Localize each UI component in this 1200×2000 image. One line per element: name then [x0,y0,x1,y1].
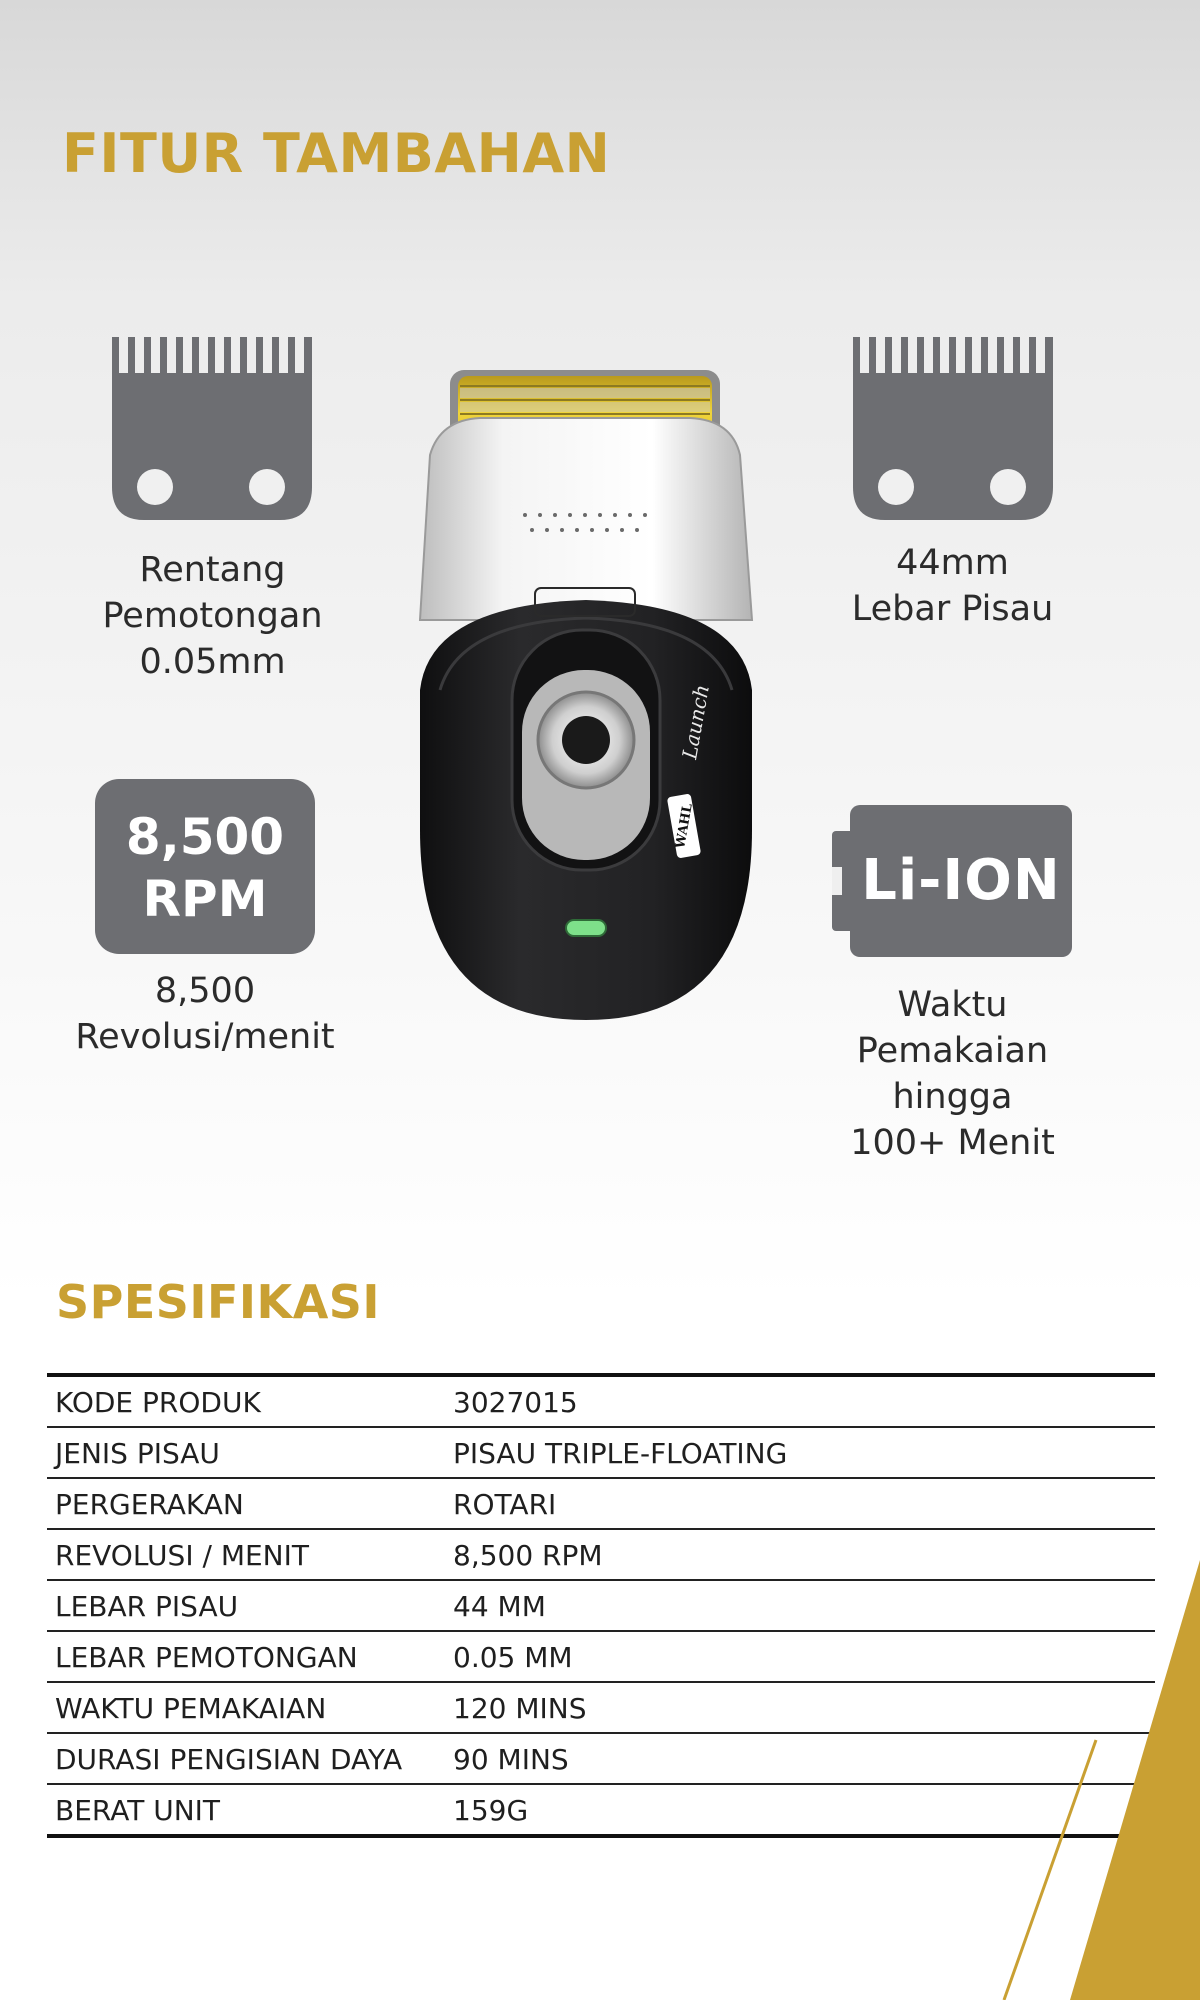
spec-value: PISAU TRIPLE-FLOATING [453,1437,788,1470]
rpm-badge [95,779,315,954]
model-script: Launch [677,682,714,761]
rpm-line-1: 8,500 [154,971,256,1011]
spec-value: 8,500 RPM [453,1539,603,1572]
gold-accent-decoration [980,1540,1200,2000]
table-row [47,1428,1155,1479]
blade-comb-icon [112,337,312,520]
led-indicator [566,920,606,936]
blade-width-text [800,540,1105,632]
battery-line-1: Waktu [897,985,1008,1025]
battery-label: Li-ION [861,848,1061,913]
cutting-range-line-2: Pemotongan [102,596,323,636]
rpm-badge-value: 8,500 [125,808,285,866]
cutting-range-text [60,547,365,685]
battery-line-2: Pemakaian [856,1031,1049,1071]
cutting-range-line-1: Rentang [139,550,286,590]
table-row [47,1377,1155,1428]
spec-value: 120 MINS [453,1692,587,1725]
battery-line-4: 100+ Menit [850,1123,1055,1163]
rpm-line-2: Revolusi/menit [75,1017,335,1057]
spec-value: 3027015 [453,1386,578,1419]
shaver-product-image [400,360,772,1025]
spec-key: DURASI PENGISIAN DAYA [55,1743,403,1776]
cutting-range-line-3: 0.05mm [139,642,286,682]
spec-key: JENIS PISAU [55,1437,220,1470]
spec-value: 90 MINS [453,1743,569,1776]
silver-housing [420,418,752,620]
features-title: FITUR TAMBAHAN [62,122,611,185]
battery-icon [832,805,1072,957]
spec-key: LEBAR PISAU [55,1590,239,1623]
spec-value: 159G [453,1794,529,1827]
spec-key: KODE PRODUK [55,1386,261,1419]
spec-value: 0.05 MM [453,1641,573,1674]
blade-width-line-1: 44mm [896,543,1009,583]
spec-key: PERGERAKAN [55,1488,244,1521]
table-row [47,1479,1155,1530]
battery-line-3: hingga [892,1077,1013,1117]
blade-width-line-2: Lebar Pisau [851,589,1054,629]
spec-key: LEBAR PEMOTONGAN [55,1641,358,1674]
spec-key: BERAT UNIT [55,1794,221,1827]
battery-text [800,982,1105,1166]
rpm-text [50,968,360,1060]
rpm-badge-unit: RPM [142,870,268,928]
spec-key: WAKTU PEMAKAIAN [55,1692,327,1725]
spec-key: REVOLUSI / MENIT [55,1539,309,1572]
blade-comb-icon [853,337,1053,520]
spec-value: ROTARI [453,1488,557,1521]
brand-plate-text: WAHL [673,802,696,850]
spec-value: 44 MM [453,1590,546,1623]
specs-title: SPESIFIKASI [56,1275,381,1329]
